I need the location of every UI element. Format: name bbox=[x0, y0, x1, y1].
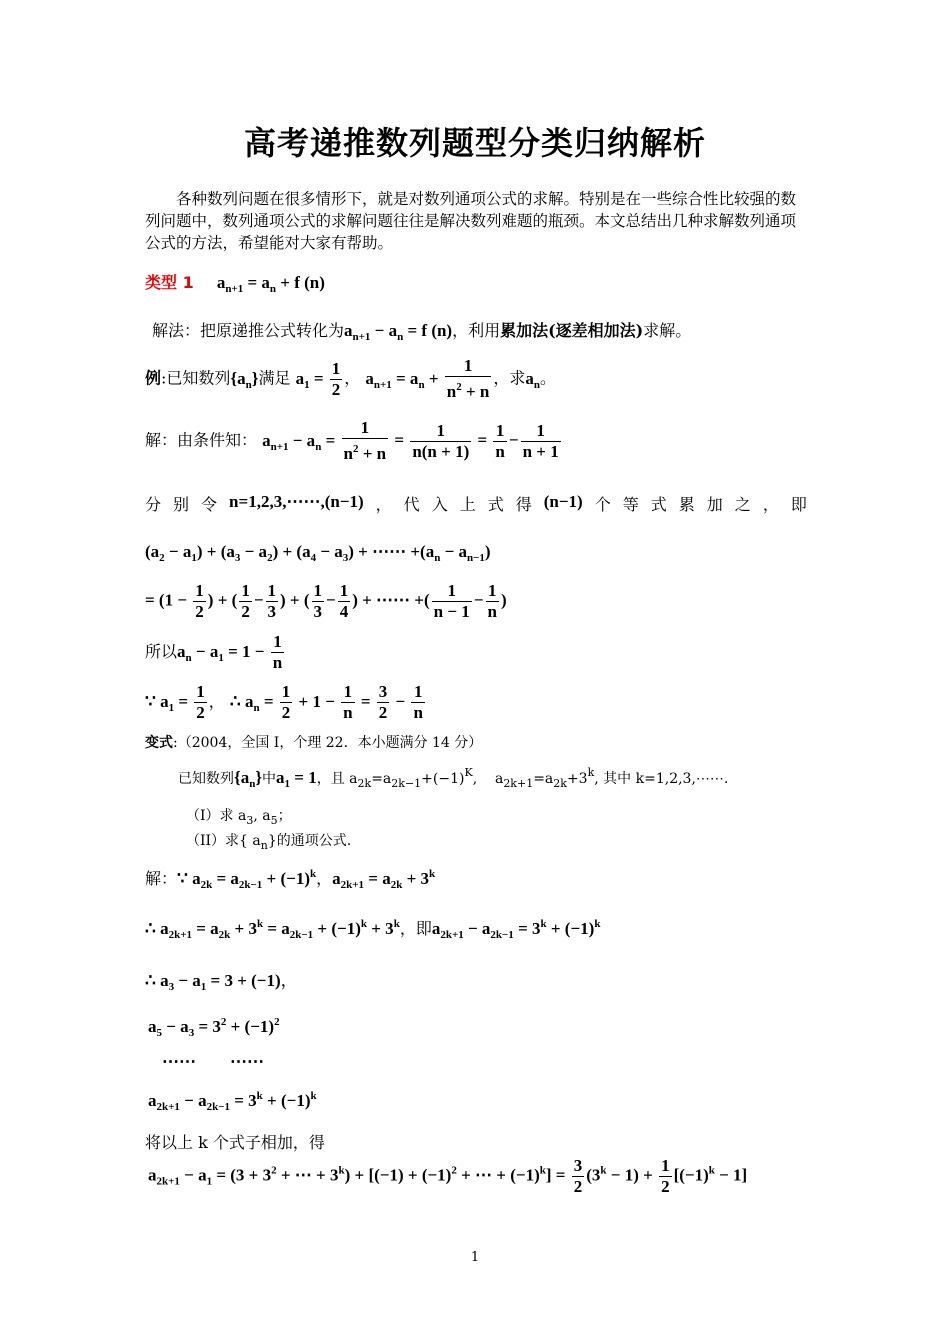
question-1: （I）求 $a_3$, $a_5$； bbox=[186, 808, 292, 827]
problem-text-d: 其中 k=1,2,3,⋯⋯. bbox=[603, 771, 729, 787]
frac-one-half: $\frac{1}{2}$ bbox=[331, 358, 341, 399]
sum-line-1: $(a_2 - a_1) + (a_3 - a_2) + (a_4 - a_3)$ + ⋯⋯ $+(a_n - a_{n-1})$ bbox=[145, 542, 491, 564]
problem-line: 已知数列$\{a_n\}$中$a_1 = 1$，且 $a_{2k}=a_{2k-1}+(-1)^K$, $a_{2k+1}=a_{2k}+3^k$, 其中 k=1,2,3,⋯⋯. bbox=[178, 766, 729, 790]
variant-label: 变式 bbox=[145, 735, 173, 751]
sol2-line-5: $a_{2k+1} - a_{2k-1} = 3^k + (-1)^k$ bbox=[148, 1090, 317, 1113]
sol2-prefix: 解： bbox=[145, 869, 178, 888]
sol1-frac4: $\frac{1}{n + 1}$ bbox=[522, 420, 559, 461]
spread-formula: (n−1) bbox=[543, 492, 583, 511]
spread-word: 入 bbox=[431, 495, 448, 514]
sol2-line-3: ∴ $a_3 - a_1 = 3 + (-1)$， bbox=[145, 971, 298, 993]
method-line bbox=[152, 318, 691, 343]
type1-label: 类型 1 bbox=[145, 273, 194, 292]
question-1-text: （I）求 a bbox=[186, 808, 247, 824]
suoyi-line bbox=[145, 632, 286, 673]
spread-word: 上 bbox=[459, 495, 476, 514]
sol2-line-1: 解：∵ $a_{2k} = a_{2k-1} + (-1)^k$，$a_{2k+1} = a_{2k} + 3^k$ bbox=[145, 868, 436, 891]
method-suffix: 求解。 bbox=[643, 321, 692, 340]
type1-heading bbox=[145, 270, 325, 295]
example-text-c: ，求 bbox=[493, 368, 526, 388]
example-text-b: 满足 bbox=[258, 368, 291, 388]
spread-line bbox=[145, 492, 807, 515]
problem-text-c: ，且 bbox=[316, 771, 345, 787]
sol1-formula: $a_{n+1} - a_n$ = bbox=[262, 430, 340, 453]
method-bold: 累加法(逐差相加法) bbox=[500, 321, 644, 340]
spread-word: 式 bbox=[487, 495, 504, 514]
variant-line bbox=[145, 732, 482, 752]
intro-paragraph: 各种数列问题在很多情形下，就是对数列通项公式的求解。特别是在一些综合性比较强的数列问题中，数列通项公式的求解问题往往是解决数列难题的瓶颈。本文总结出几种求解数列通项公式的方法，希望能对大家有帮助。 bbox=[145, 190, 797, 252]
spread-word: ， bbox=[762, 495, 779, 514]
example-label: 例 bbox=[145, 368, 162, 388]
spread-word: 即 bbox=[790, 495, 807, 514]
sol2-jieer: 即 bbox=[415, 919, 432, 938]
suoyi-formula: $a_n - a_1 = 1$ − bbox=[177, 642, 269, 664]
dots-2: ⋯⋯ bbox=[230, 1052, 264, 1071]
method-formula: $a_{n+1} - a_n = f$ (n) bbox=[344, 321, 453, 343]
variant-source: :（2004，全国 I，个理 22．本小题满分 14 分） bbox=[173, 735, 483, 751]
final-formula: $a_{2k+1} - a_1 = (3 + 3^2$ + ⋯ + $3^k) + [(-1) + (-1)^2$ + ⋯ + $(-1)^k$] = $\frac{3}{2}$ $(3^k - 1)$ + $\frac{1}{2}$ $[(-1)^k - 1]$ bbox=[148, 1156, 748, 1196]
problem-text-a: 已知数列 bbox=[178, 771, 234, 787]
dots-1: ⋯⋯ bbox=[162, 1052, 196, 1071]
example-rec: $a_{n+1} = a_n$ + bbox=[365, 368, 443, 391]
sum-line-2: = (1 − $\frac{1}{2}$ ) + ( $\frac{1}{2}$ − $\frac{1}{3}$ ) + ( $\frac{1}{3}$ − $\frac{1}{4}$ ) + ⋯⋯ +( $\frac{1}{n - 1}$ − $\frac{1}{n}$ ) bbox=[145, 581, 507, 621]
sol1-frac2: $\frac{1}{n(n + 1)}$ bbox=[412, 420, 470, 461]
example-seq: $\{a_n\}$ bbox=[230, 368, 259, 391]
therefore-formula: ∴ $a_n$ = bbox=[229, 692, 278, 714]
question-2: （II）求{ $a_n$}的通项公式. bbox=[186, 833, 352, 852]
dots-line bbox=[162, 1052, 264, 1072]
spread-word: 得 bbox=[515, 495, 532, 514]
spread-word: 累 bbox=[678, 495, 695, 514]
spread-word: 别 bbox=[173, 495, 190, 514]
spread-formula: n=1,2,3,⋯⋯,(n−1) bbox=[229, 492, 364, 511]
sol2-line-2: ∴ $a_{2k+1} = a_{2k} + 3^k = a_{2k-1} + (-1)^k + 3^k$，即$a_{2k+1} - a_{2k-1} = 3^k + (-1)^k$ bbox=[145, 918, 601, 941]
question-1-end: ； bbox=[277, 808, 292, 824]
spread-word: 之 bbox=[734, 495, 751, 514]
spread-word: 式 bbox=[650, 495, 667, 514]
solution1-line: 解：由条件知： $a_{n+1} - a_n$ = $\frac{1}{n^2 + n}$ = $\frac{1}{n(n + 1)}$ = $\frac{1}{n}$ − $\frac{1}{n + 1}$ bbox=[145, 418, 559, 463]
sol1-frac3: $\frac{1}{n}$ bbox=[495, 420, 505, 461]
spread-word: 代 bbox=[403, 495, 420, 514]
solution1-prefix: 解：由条件知： bbox=[145, 430, 258, 450]
spread-word: 等 bbox=[622, 495, 639, 514]
example-a1: $a_1$ = bbox=[295, 368, 328, 391]
suoyi-text: 所以 bbox=[145, 642, 178, 661]
question-2-end: }的通项公式. bbox=[267, 833, 352, 849]
sol1-frac1: $\frac{1}{n^2 + n}$ bbox=[343, 418, 387, 463]
question-2-text: （II）求{ a bbox=[186, 833, 261, 849]
sum-text: 将以上 k 个式子相加，得 bbox=[145, 1133, 325, 1152]
because-formula: ∵ $a_1$ = bbox=[145, 692, 193, 714]
frac-half-a: $\frac{1}{2}$ bbox=[196, 682, 205, 722]
spread-word: 个 bbox=[594, 495, 611, 514]
example-line: 例:已知数列$\{a_n\}$满足 $a_1$ = $\frac{1}{2}$ ， $a_{n+1} = a_n$ + $\frac{1}{n^2 + n}$ ，求$a_n$。 bbox=[145, 356, 557, 401]
example-an: $a_n$ bbox=[525, 368, 541, 391]
sol2-line-4: $a_5 - a_3 = 3^2 + (-1)^2$ bbox=[148, 1016, 280, 1039]
page-title: 高考递推数列题型分类归纳解析 bbox=[243, 124, 706, 162]
method-prefix: 解法：把原递推公式转化为 bbox=[152, 321, 345, 340]
therefore-line: ∵ $a_1$ = $\frac{1}{2}$ ， ∴ $a_n$ = $\frac{1}{2}$ + 1 − $\frac{1}{n}$ = $\frac{3}{2}$ − $\frac{1}{n}$ bbox=[145, 682, 423, 722]
page-number: 1 bbox=[470, 1250, 480, 1265]
spread-word: ， bbox=[375, 495, 392, 514]
frac-rec: $\frac{1}{n^2 + n}$ bbox=[446, 356, 490, 401]
problem-text-b: 中 bbox=[262, 771, 277, 787]
example-text-a: :已知数列 bbox=[161, 368, 231, 388]
method-mid: ，利用 bbox=[452, 321, 501, 340]
spread-word: 加 bbox=[706, 495, 723, 514]
type1-formula: $a_{n+1} = a_n + f$ (n) bbox=[216, 273, 325, 295]
spread-word: 令 bbox=[201, 495, 218, 514]
suoyi-frac: $\frac{1}{n}$ bbox=[272, 632, 283, 672]
spread-word: 分 bbox=[145, 495, 162, 514]
